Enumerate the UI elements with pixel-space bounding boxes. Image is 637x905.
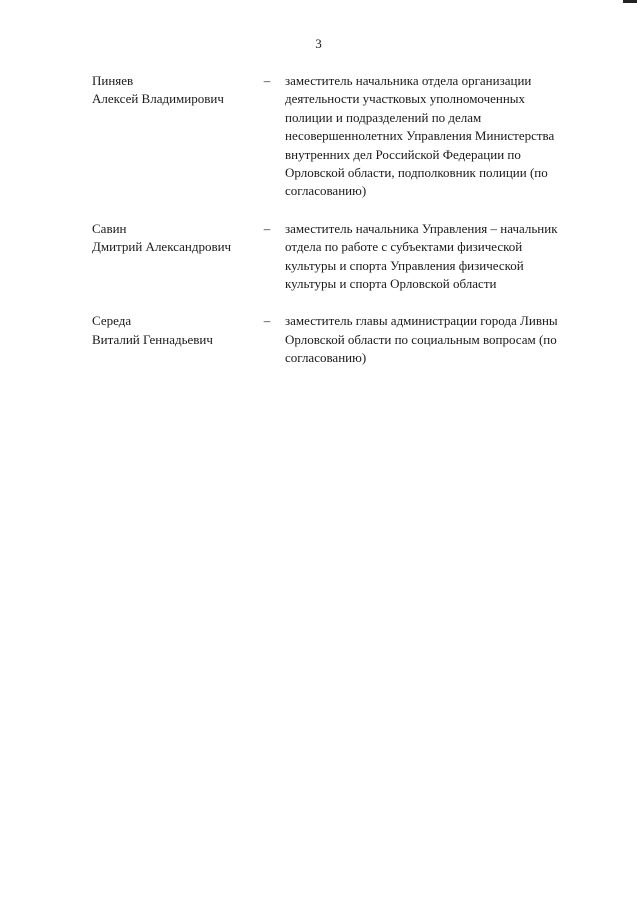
member-surname: Савин <box>92 220 127 236</box>
members-list <box>92 72 572 368</box>
member-given-names: Алексей Владимирович <box>92 91 224 107</box>
member-dash: – <box>263 313 271 329</box>
member-given-names: Дмитрий Александрович <box>92 239 232 255</box>
member-name <box>92 72 262 109</box>
member-row <box>92 220 572 294</box>
corner-scan-mark <box>623 0 637 3</box>
member-description: заместитель начальника отдела организации деятельности участковых уполномоченных полиции и подразделений по делам несовершеннолетних Управления Министерства внутренних дел Российской Федерации по Орловской области, подполковник полиции (по согласованию) <box>285 73 555 199</box>
member-name <box>92 312 262 349</box>
member-dash: – <box>263 220 271 236</box>
member-row <box>92 312 572 367</box>
member-surname: Середа <box>92 313 132 329</box>
page-number: 3 <box>315 36 322 51</box>
member-name <box>92 220 262 257</box>
member-dash: – <box>263 73 271 88</box>
member-description: заместитель начальника Управления – начальник отдела по работе с субъектами физической культуры и спорта Управления физической культуры и спорта Орловской области <box>285 220 558 292</box>
member-row <box>92 72 572 201</box>
member-description: заместитель главы администрации города Ливны Орловской области по социальным вопросам (по согласованию) <box>285 313 558 366</box>
member-surname: Пиняев <box>92 73 134 88</box>
member-given-names: Виталий Геннадьевич <box>92 331 213 347</box>
